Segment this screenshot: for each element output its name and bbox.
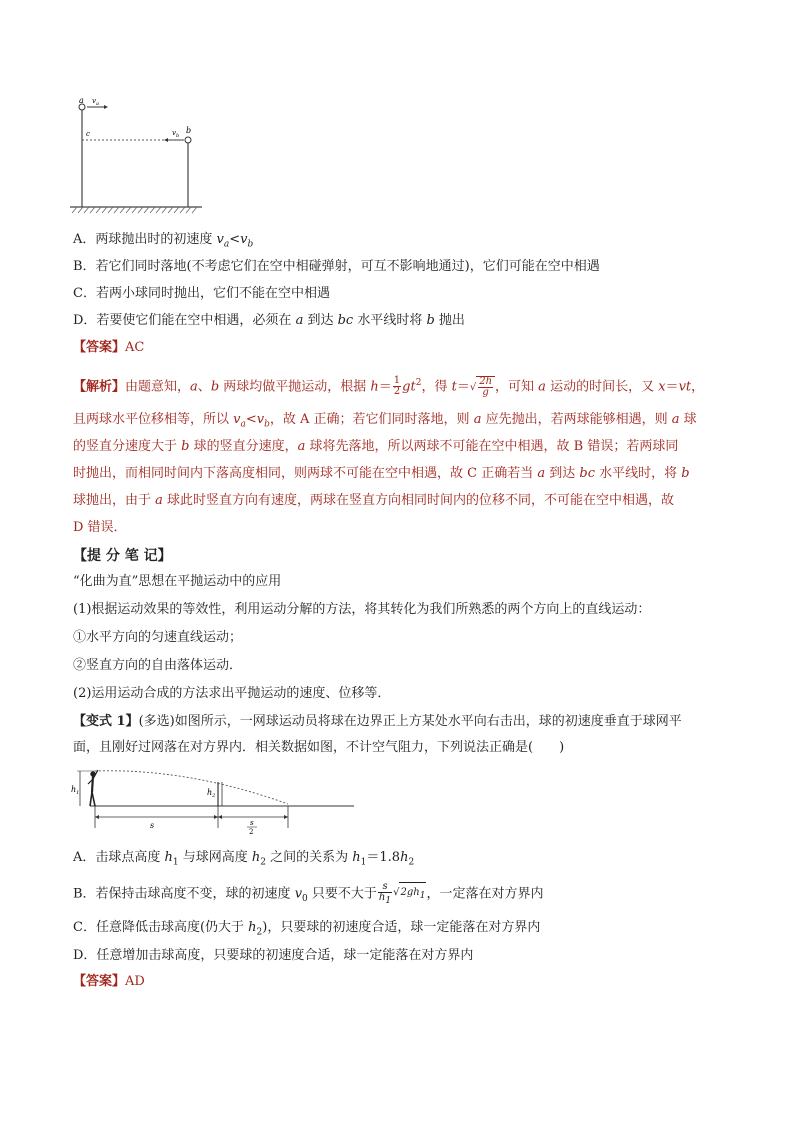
- q2-option-c: C．任意降低击球高度(仍大于 $h_2$)，只要球的初速度合适，球一定能落在对方界内: [73, 920, 541, 938]
- q2-answer: 【答案】AD: [73, 974, 145, 989]
- notes-line-3: ①水平方向的匀速直线运动；: [73, 630, 243, 645]
- sqrt-2gh1: $√2gh_1$: [393, 882, 426, 906]
- variant-line-1: 【变式 1】(多选)如图所示，一网球运动员将球在边界正上方某处水平向右击出，球的初速度垂直于球网平: [73, 714, 682, 729]
- label-h2: $h_2$: [207, 788, 216, 799]
- label-s-half-num: s: [250, 819, 254, 827]
- analysis-line-5: 球抛出，由于 a 球此时竖直方向有速度，两球在竖直方向相同时间内的位移不同，不可能在空中相遇，故: [73, 493, 675, 508]
- q1-option-b: B．若它们同时落地(不考虑它们在空中相碰弹射，可互不影响地通过)，它们可能在空中相遇: [73, 259, 600, 274]
- analysis-line-2: 且两球水平位移相等，所以 $v_a<v_b$，故 A 正确；若它们同时落地，则 a 应先抛出，若两球能够相遇，则 a 球: [73, 412, 697, 430]
- sqrt-expression: √ $\frac{2h}{g}$: [470, 376, 495, 398]
- q1-option-d: D．若要使它们能在空中相遇，必须在 a 到达 bc 水平线时将 b 抛出: [73, 313, 465, 328]
- notes-line-1: “化曲为直”思想在平抛运动中的应用: [73, 574, 282, 589]
- label-h1: $h_1$: [71, 785, 80, 796]
- analysis-line-3: 的竖直分速度大于 b 球的竖直分速度，a 球将先落地，所以两球不可能在空中相遇，故 B 错误；若两球同: [73, 439, 679, 454]
- analysis-line-4: 时抛出，而相同时间内下落高度相同，则两球不可能在空中相遇，故 C 正确若当 a 到达 bc 水平线时，将 b: [73, 466, 690, 481]
- q2-option-d: D．任意增加击球高度，只要球的初速度合适，球一定能落在对方界内: [73, 948, 474, 963]
- q1-option-a: A．两球抛出时的初速度 $v_a<v_b$: [73, 232, 254, 250]
- figure-tennis-diagram: [68, 762, 358, 834]
- player-figure: [88, 770, 98, 806]
- q1-answer: 【答案】AC: [73, 340, 145, 355]
- q1-option-c: C．若两小球同时抛出，它们不能在空中相遇: [73, 286, 330, 301]
- notes-line-5: (2)运用运动合成的方法求出平抛运动的速度、位移等．: [73, 686, 391, 701]
- notes-line-2: (1)根据运动效果的等效性，利用运动分解的方法，将其转化为我们所熟悉的两个方向上的直线运动：: [73, 602, 651, 617]
- fraction-half: $\frac{1}{2}$: [393, 375, 401, 398]
- analysis-line-6: D 错误．: [73, 520, 127, 535]
- label-s-half-den: 2: [249, 828, 254, 834]
- analysis-line-1: 【解析】由题意知，a、b 两球均做平抛运动，根据 h＝ $\frac{1}{2}$ $gt^2$，得 t＝√ $\frac{2h}{g}$ ，可知 a 运动的时间长，又 x＝vt，: [73, 375, 705, 398]
- variant-line-2: 面，且刚好过网落在对方界内．相关数据如图，不计空气阻力，下列说法正确是( ): [73, 740, 565, 755]
- label-s: s: [150, 821, 155, 830]
- figure-projectile-diagram: [68, 95, 208, 217]
- ball-b: [185, 137, 191, 143]
- fraction-s-over-h1: $\frac{s}{h_1}$: [378, 881, 392, 906]
- notes-title: 【提 分 笔 记】: [73, 548, 172, 564]
- label-va: $v_a$: [92, 97, 99, 107]
- label-vb: $v_b$: [172, 129, 180, 139]
- label-a: a: [79, 96, 84, 105]
- notes-line-4: ②竖直方向的自由落体运动．: [73, 658, 243, 673]
- q2-option-b: B．若保持击球高度不变，球的初速度 $v_0$ 只要不大于 $\frac{s}{h_1}$ $√2gh_1$，一定落在对方界内: [73, 881, 544, 906]
- label-c: c: [86, 130, 90, 138]
- label-b: b: [186, 126, 192, 135]
- q2-option-a: A．击球点高度 $h_1$ 与球网高度 $h_2$ 之间的关系为 $h_1=1.8h_2$: [73, 850, 415, 868]
